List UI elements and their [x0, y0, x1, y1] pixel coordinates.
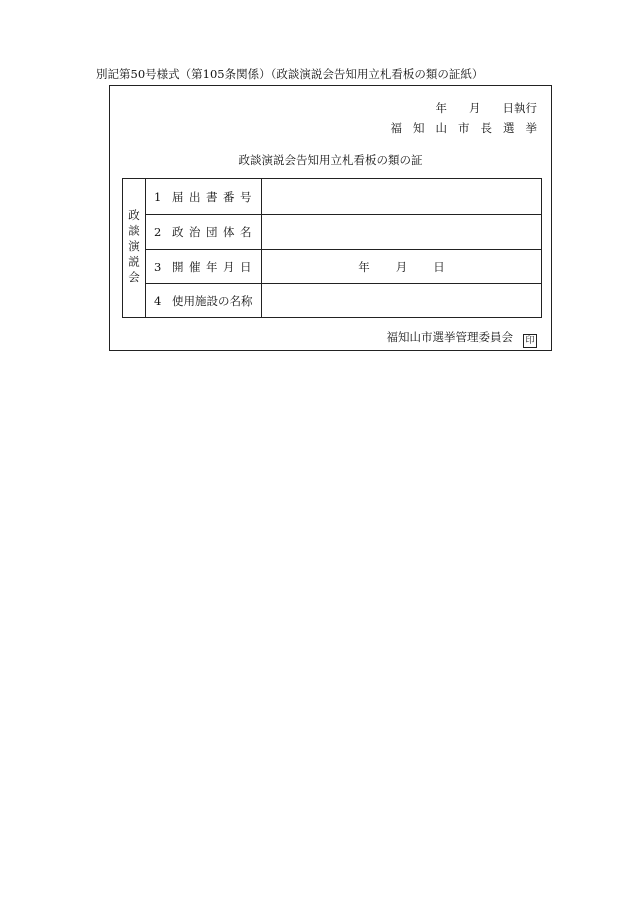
- row-value-cell: [262, 215, 541, 249]
- table-row: [146, 249, 541, 284]
- table-row: [146, 283, 541, 317]
- row-number: 2: [154, 225, 162, 239]
- table-rows: [146, 179, 541, 317]
- row-label-cell: [146, 284, 262, 317]
- certificate-table: [122, 178, 542, 318]
- form-caption: 別記第50号様式（第105条関係）（政談演説会告知用立札看板の類の証紙）: [96, 67, 484, 81]
- row-label-cell: [146, 215, 262, 249]
- date-day-execution: 日執行: [502, 101, 537, 115]
- row-label: 開催年月日: [172, 260, 257, 274]
- date-month: 月: [469, 101, 481, 115]
- execution-date-line: [436, 100, 538, 116]
- seal-mark: 印: [523, 334, 537, 348]
- document-title: 政談演説会告知用立札看板の類の証: [238, 153, 423, 167]
- row-label-cell: [146, 179, 262, 214]
- value-day: 日: [433, 260, 445, 274]
- row-label: 届出書番号: [172, 189, 257, 204]
- issuer-name: 福知山市選挙管理委員会: [386, 330, 513, 344]
- row-value-cell: [262, 179, 541, 214]
- row-number: 4: [154, 293, 162, 308]
- row-value-cell: [262, 284, 541, 317]
- table-row: [146, 214, 541, 249]
- row-value-cell: [262, 250, 541, 284]
- row-label-cell: [146, 250, 262, 284]
- row-number: 1: [154, 189, 162, 204]
- row-label: 使用施設の名称: [172, 293, 253, 308]
- side-label-cell: [123, 179, 146, 317]
- row-label: 政治団体名: [172, 225, 257, 239]
- certificate-frame: [109, 85, 552, 351]
- row-number: 3: [154, 260, 162, 274]
- value-month: 月: [395, 260, 408, 274]
- side-label: 政談演説会: [127, 209, 141, 287]
- date-year: 年: [435, 101, 447, 115]
- election-name: 福知山市長選挙: [390, 121, 548, 135]
- table-row: [146, 179, 541, 214]
- value-year: 年: [358, 260, 370, 274]
- issuer-line: [387, 329, 538, 348]
